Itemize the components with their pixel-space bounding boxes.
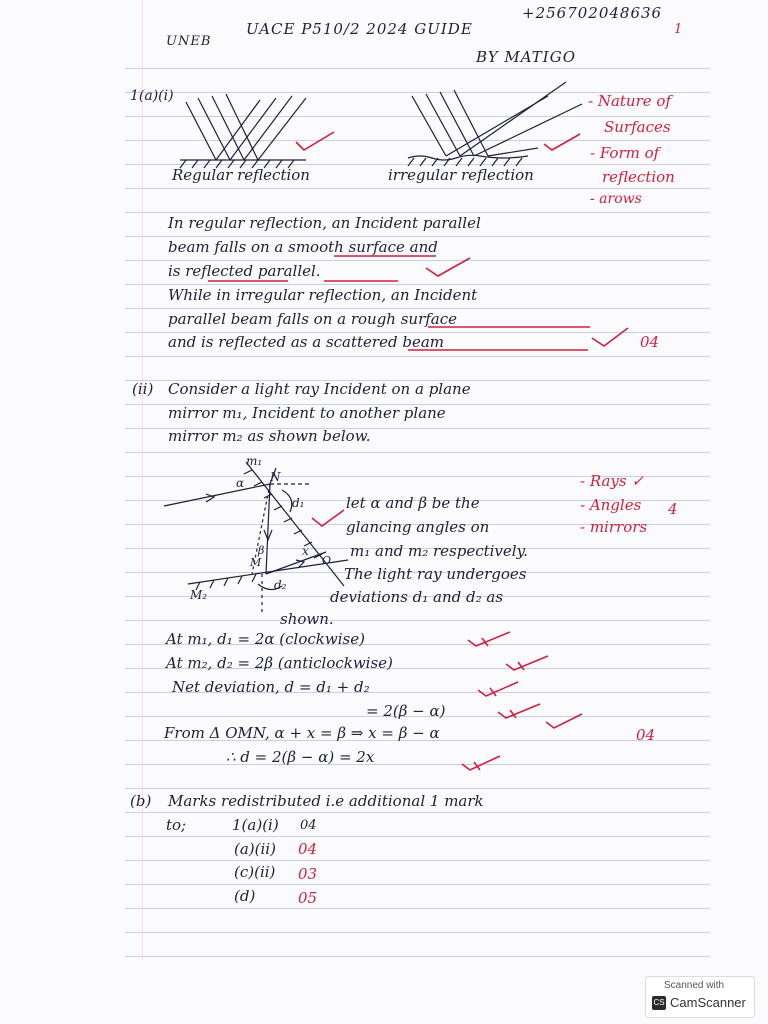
question-label-1b: (b) xyxy=(130,792,152,810)
answer-line-4: While in irregular reflection, an Incident xyxy=(168,286,478,304)
score-1ai: 04 xyxy=(640,333,660,351)
b-line-1: Marks redistributed i.e additional 1 mark xyxy=(168,792,484,810)
label-alpha: α xyxy=(236,476,245,490)
label-m1: m₁ xyxy=(246,454,263,468)
answer-line-1: In regular reflection, an Incident parallel xyxy=(168,214,481,232)
b-item-part-1: 1(a)(i) xyxy=(232,816,279,834)
answer-line-3: is reflected parallel. xyxy=(168,262,321,280)
equation-3: Net deviation, d = d₁ + d₂ xyxy=(172,678,370,696)
scanner-top-text: Scanned with xyxy=(664,980,725,991)
side-line-2: glancing angles on xyxy=(346,518,490,536)
label-M: M xyxy=(250,556,262,569)
angles-point: - Angles xyxy=(580,496,642,514)
question-line-1: Consider a light ray Incident on a plane xyxy=(168,380,471,398)
b-item-marks-3: 03 xyxy=(298,865,318,883)
label-N: N xyxy=(270,470,281,484)
equation-5: From Δ OMN, α + x = β ⇒ x = β − α xyxy=(164,724,440,742)
b-item-marks-1: 04 xyxy=(300,818,317,833)
irregular-reflection-label: irregular reflection xyxy=(388,166,534,184)
marking-point-2: Surfaces xyxy=(604,118,671,136)
side-line-6: shown. xyxy=(280,610,334,628)
camscanner-logo-icon: CS xyxy=(652,996,666,1010)
marking-point-3: - Form of xyxy=(590,144,660,162)
equation-6: ∴ d = 2(β − α) = 2x xyxy=(226,748,375,766)
b-item-marks-2: 04 xyxy=(298,840,318,858)
camscanner-watermark xyxy=(645,976,755,1018)
scanner-name: CamScanner xyxy=(670,995,746,1010)
board-label: UNEB xyxy=(166,34,212,49)
equation-4: = 2(β − α) xyxy=(366,702,446,720)
mirrors-point: - mirrors xyxy=(580,518,648,536)
side-line-1: let α and β be the xyxy=(346,494,480,512)
answer-line-2: beam falls on a smooth surface and xyxy=(168,238,438,256)
question-label-1aii: (ii) xyxy=(132,380,154,398)
side-line-5: deviations d₁ and d₂ as xyxy=(330,588,504,606)
answer-line-5: parallel beam falls on a rough surface xyxy=(168,310,458,328)
equation-1: At m₁, d₁ = 2α (clockwise) xyxy=(166,630,365,648)
rays-point: - Rays ✓ xyxy=(580,472,644,490)
label-d2: d₂ xyxy=(274,578,287,592)
side-line-3: m₁ and m₂ respectively. xyxy=(350,542,528,560)
label-m2: M₂ xyxy=(190,588,208,602)
question-label-1ai: 1(a)(i) xyxy=(130,88,174,104)
answer-line-6: and is reflected as a scattered beam xyxy=(168,333,444,351)
score-1aii: 04 xyxy=(636,726,656,744)
marking-point-1: - Nature of xyxy=(588,92,671,110)
author-label: BY MATIGO xyxy=(476,48,577,66)
question-line-3: mirror m₂ as shown below. xyxy=(168,427,371,445)
page-title: UACE P510/2 2024 GUIDE xyxy=(246,20,473,38)
label-x: x xyxy=(302,544,309,558)
regular-reflection-label: Regular reflection xyxy=(172,166,310,184)
b-line-2: to; xyxy=(166,816,187,834)
b-item-part-2: (a)(ii) xyxy=(234,840,276,858)
page-mark: 1 xyxy=(674,22,683,37)
b-item-part-4: (d) xyxy=(234,887,256,905)
marking-point-4: reflection xyxy=(602,168,675,186)
question-line-2: mirror m₁, Incident to another plane xyxy=(168,404,446,422)
label-beta: β xyxy=(258,544,265,557)
label-d1: d₁ xyxy=(292,496,305,510)
marking-point-5: - arows xyxy=(590,191,642,207)
equation-2: At m₂, d₂ = 2β (anticlockwise) xyxy=(166,654,393,672)
b-item-marks-4: 05 xyxy=(298,889,318,907)
side-line-4: The light ray undergoes xyxy=(344,565,527,583)
marking-points-score: 4 xyxy=(668,500,678,518)
phone-number: +256702048636 xyxy=(522,4,663,22)
label-O: O xyxy=(322,554,332,567)
b-item-part-3: (c)(ii) xyxy=(234,863,276,881)
